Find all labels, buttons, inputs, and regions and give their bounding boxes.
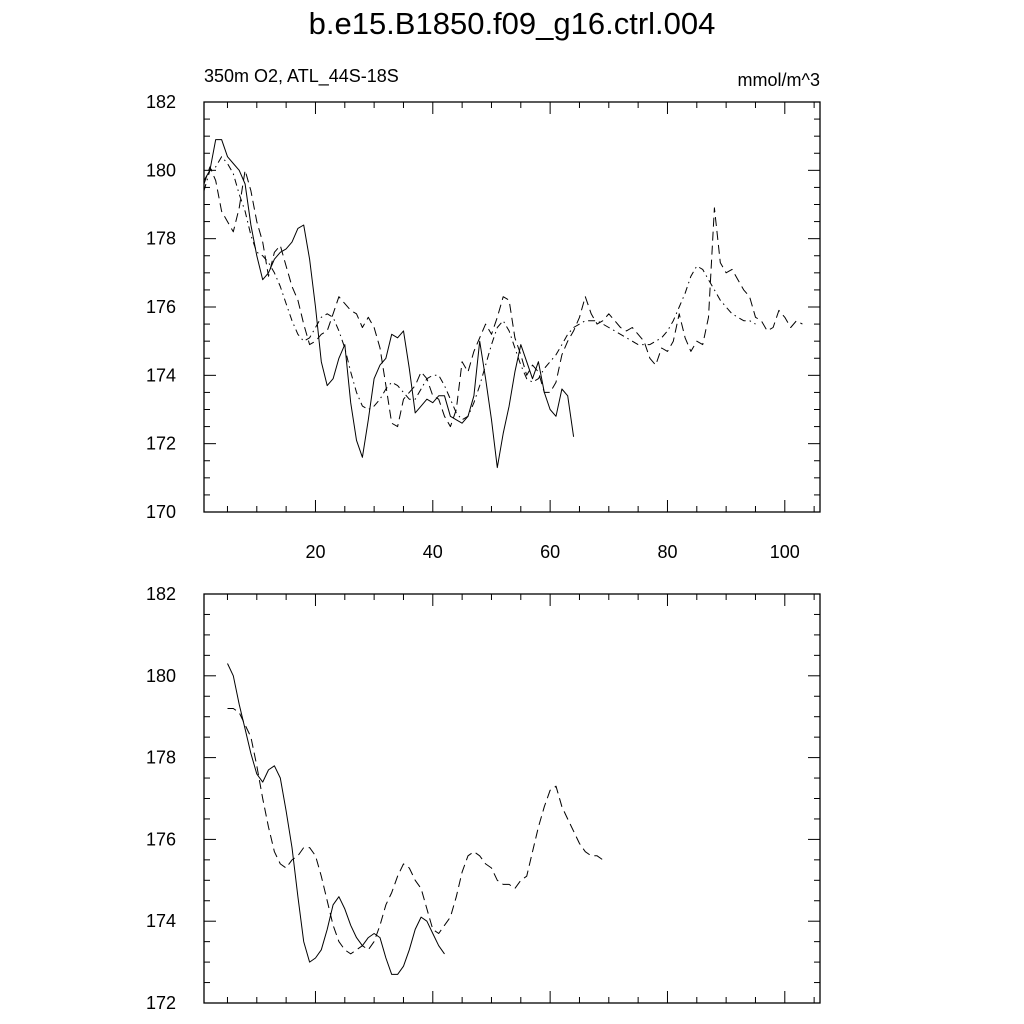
top-panel	[146, 92, 820, 562]
y-tick-label: 178	[145, 747, 176, 768]
series-solid-smoothed-line	[228, 664, 445, 975]
chart-units-label: mmol/m^3	[737, 70, 820, 90]
y-tick-label: 172	[145, 993, 176, 1013]
x-tick-label: 60	[540, 542, 561, 562]
y-tick-label: 172	[145, 433, 176, 454]
series-dash-dot-line	[204, 157, 756, 420]
y-tick-label: 180	[145, 160, 176, 181]
plot-frame	[204, 594, 820, 1003]
y-tick-label: 180	[145, 665, 176, 686]
series-dashed-line	[204, 167, 802, 427]
y-tick-label: 182	[145, 92, 176, 112]
chart-subtitle-left: 350m O2, ATL_44S-18S	[204, 66, 399, 86]
chart-title: b.e15.B1850.f09_g16.ctrl.004	[308, 6, 716, 41]
x-tick-label: 80	[657, 542, 678, 562]
bottom-panel	[146, 584, 820, 1013]
plot-frame	[204, 102, 820, 512]
series-solid-line	[204, 140, 574, 468]
y-tick-label: 176	[145, 297, 176, 317]
y-tick-label: 176	[145, 829, 176, 850]
y-tick-label: 178	[145, 228, 176, 249]
y-tick-label: 170	[145, 502, 176, 522]
x-tick-label: 100	[769, 542, 800, 562]
y-tick-label: 174	[145, 911, 176, 932]
series-dashed-smoothed-line	[228, 709, 603, 954]
y-tick-label: 174	[145, 365, 176, 386]
x-tick-label: 20	[305, 542, 326, 562]
x-tick-label: 40	[422, 542, 443, 562]
y-tick-label: 182	[145, 584, 176, 604]
